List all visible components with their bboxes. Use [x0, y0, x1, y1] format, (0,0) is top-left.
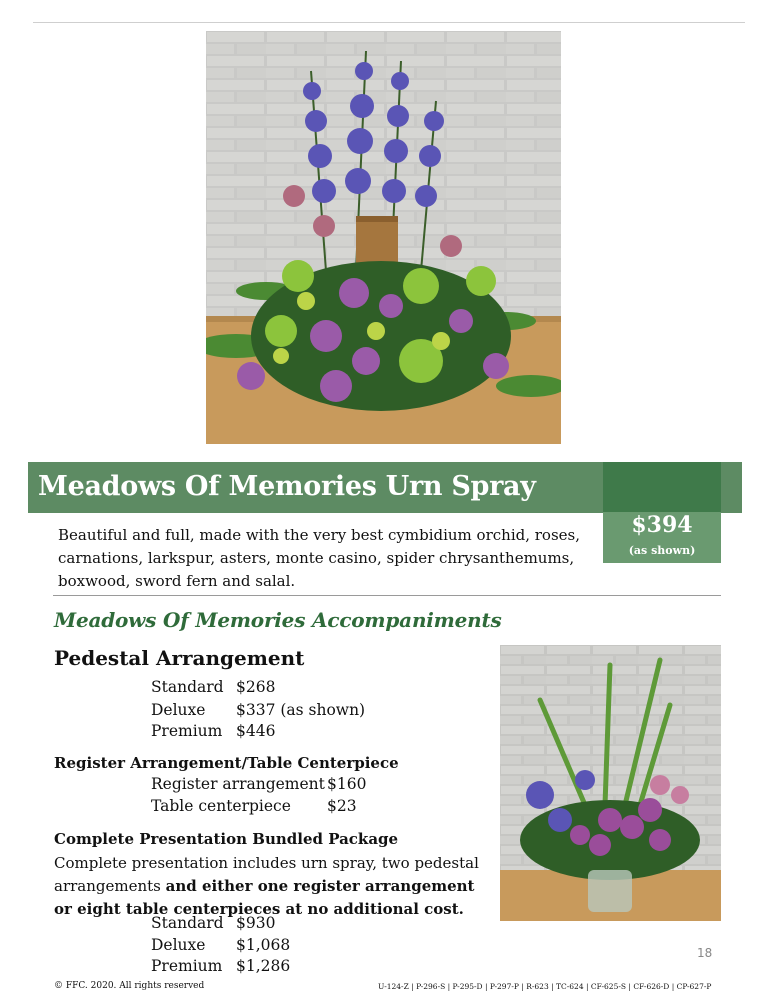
bundle-option-price: $1,286 [236, 957, 291, 975]
pedestal-arrangement-photo [500, 645, 721, 921]
register-option-label: Table centerpiece [151, 797, 291, 815]
pedestal-option-label: Deluxe [151, 701, 206, 719]
pedestal-option-label: Premium [151, 722, 223, 740]
product-price: $394 [631, 512, 693, 538]
pedestal-title: Pedestal Arrangement [54, 646, 305, 670]
bundle-title: Complete Presentation Bundled Package [54, 830, 399, 848]
bundle-text-plain: Complete presentation includes urn spray, two pedestal arrangements [54, 854, 479, 895]
price-note: (as shown) [628, 544, 696, 557]
bundle-option-label: Standard [151, 914, 224, 932]
bundle-option-label: Deluxe [151, 936, 206, 954]
bundle-option-price: $930 [236, 914, 276, 932]
pedestal-option-label: Standard [151, 678, 224, 696]
accompaniments-heading: Meadows Of Memories Accompaniments [54, 608, 502, 632]
bundle-option-price: $1,068 [236, 936, 291, 954]
bundle-description [54, 852, 494, 921]
bundle-option-label: Premium [151, 957, 223, 975]
product-title: Meadows Of Memories Urn Spray [38, 471, 536, 502]
urn-spray-photo [206, 31, 561, 444]
pedestal-option-price: $337 (as shown) [236, 701, 366, 719]
register-option-price: $160 [327, 775, 367, 793]
top-rule [33, 22, 745, 23]
section-divider [53, 595, 721, 596]
pedestal-option-price: $268 [236, 678, 276, 696]
price-box-header [603, 462, 721, 512]
product-codes: U-124-Z | P-296-S | P-295-D | P-297-P | R-623 | TC-624 | CF-625-S | CF-626-D | CP-627-P [378, 982, 712, 991]
register-title: Register Arrangement/Table Centerpiece [54, 754, 399, 772]
product-description: Beautiful and full, made with the very best cymbidium orchid, roses, carnations, larkspur, asters, monte casino, spider chrysanthemums, boxwood, sword fern and salal. [58, 526, 580, 590]
pedestal-option-price: $446 [236, 722, 276, 740]
copyright: © FFC. 2020. All rights reserved [54, 981, 205, 991]
register-option-label: Register arrangement [151, 775, 325, 793]
bundle-text-bold: and either one register arrangement or eight table centerpieces at no additional cost. [54, 877, 475, 918]
page-number: 18 [697, 946, 713, 960]
register-option-price: $23 [327, 797, 357, 815]
